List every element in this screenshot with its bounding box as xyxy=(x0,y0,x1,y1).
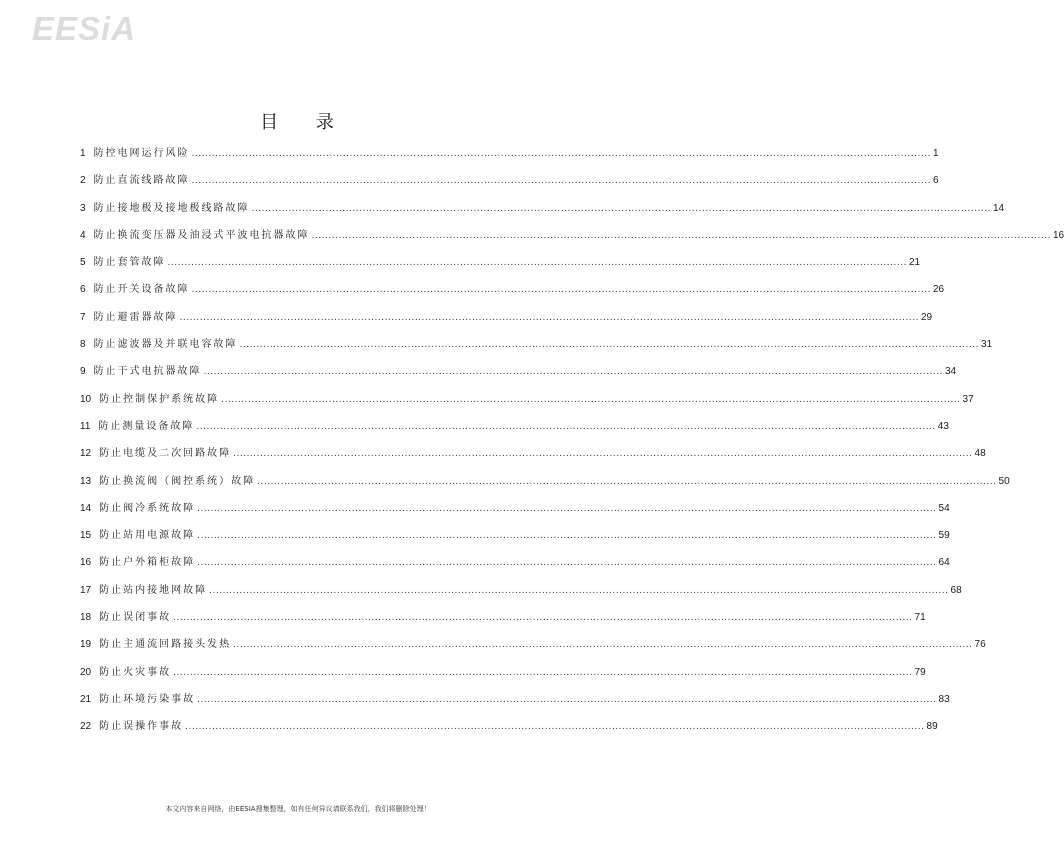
toc-entry-number: 11 xyxy=(80,420,91,432)
toc-leader-dots: ............................................................................................................................................................................................................................ xyxy=(191,176,931,187)
toc-entry-label: 防止火灾事故 xyxy=(99,666,172,678)
toc-leader-dots: ............................................................................................................................................................................................................................ xyxy=(197,558,937,569)
toc-entry-page: 83 xyxy=(938,693,950,705)
toc-entry-number: 4 xyxy=(80,229,86,241)
toc-entry[interactable] xyxy=(80,253,921,280)
toc-entry-number: 14 xyxy=(80,502,92,514)
toc-entry-page: 34 xyxy=(944,366,957,378)
toc-leader-dots: ............................................................................................................................................................................................................................ xyxy=(251,203,991,214)
page-title: 目 录 xyxy=(260,112,350,133)
toc-entry[interactable] xyxy=(80,608,926,635)
toc-entry-page: 79 xyxy=(914,666,926,678)
toc-leader-dots: ............................................................................................................................................................................................................................ xyxy=(239,340,979,351)
toc-entry-page: 26 xyxy=(932,284,945,296)
toc-entry-label: 防止直流线路故障 xyxy=(93,175,190,187)
toc-entry[interactable] xyxy=(80,171,939,198)
toc-entry-number: 18 xyxy=(80,612,92,624)
toc-leader-dots: ............................................................................................................................................................................................................................ xyxy=(203,367,943,378)
toc-entry-label: 防止避雷器故障 xyxy=(93,311,178,323)
toc-leader-dots: ............................................................................................................................................................................................................................ xyxy=(167,258,907,269)
toc-leader-dots: ............................................................................................................................................................................................................................ xyxy=(173,667,913,678)
toc-entry[interactable] xyxy=(80,472,1010,499)
toc-entry-label: 防止滤波器及并联电容故障 xyxy=(93,339,238,351)
toc-entry-label: 防止测量设备故障 xyxy=(98,420,195,432)
toc-entry-label: 防止阀冷系统故障 xyxy=(99,502,196,514)
toc-entry-number: 19 xyxy=(80,639,92,651)
toc-entry-page: 31 xyxy=(980,339,993,351)
toc-entry-label: 防止换流阀（阀控系统）故障 xyxy=(99,475,256,487)
toc-leader-dots: ............................................................................................................................................................................................................................ xyxy=(191,285,931,296)
toc-entry-label: 防止主通流回路接头发热 xyxy=(99,639,232,651)
toc-entry-label: 防控电网运行风险 xyxy=(93,148,190,159)
toc-entry-label: 防止误闭事故 xyxy=(99,612,172,624)
toc-leader-dots: ............................................................................................................................................................................................................................ xyxy=(173,613,913,624)
toc-entry-page: 89 xyxy=(926,721,938,733)
toc-entry[interactable] xyxy=(80,390,974,417)
toc-entry[interactable] xyxy=(80,581,962,608)
toc-entry-label: 防止站用电源故障 xyxy=(99,530,196,542)
toc-leader-dots: ............................................................................................................................................................................................................................ xyxy=(196,421,936,432)
toc-entry-number: 20 xyxy=(80,666,92,678)
toc-entry-page: 21 xyxy=(908,257,921,269)
toc-leader-dots: ............................................................................................................................................................................................................................ xyxy=(221,394,961,405)
toc-entry[interactable] xyxy=(80,362,957,389)
toc-entry-label: 防止环境污染事故 xyxy=(99,693,196,705)
toc-entry-page: 48 xyxy=(974,448,986,460)
toc-entry-number: 5 xyxy=(80,257,86,269)
toc-entry[interactable] xyxy=(80,226,1064,253)
toc-entry[interactable] xyxy=(80,199,1005,226)
toc-entry-number: 10 xyxy=(80,393,92,405)
toc-entry[interactable] xyxy=(80,280,945,307)
toc-entry-page: 68 xyxy=(950,584,962,596)
toc-entry-page: 54 xyxy=(938,502,950,514)
toc-entry-page: 29 xyxy=(920,311,933,323)
toc-entry-number: 6 xyxy=(80,284,86,296)
toc-leader-dots: ............................................................................................................................................................................................................................ xyxy=(197,531,937,542)
toc-entry[interactable] xyxy=(80,690,950,717)
toc-leader-dots: ............................................................................................................................................................................................................................ xyxy=(209,585,949,596)
toc-entry-page: 16 xyxy=(1052,229,1064,241)
toc-entry-page: 6 xyxy=(932,175,939,187)
toc-entry-number: 8 xyxy=(80,339,86,351)
toc-entry-number: 15 xyxy=(80,530,92,542)
footer-note: 本文内容来自网络，由EESIA搜集整理，如有任何异议请联系我们，我们将删除处理！ xyxy=(165,805,431,813)
toc-entry-label: 防止户外箱柜故障 xyxy=(99,557,196,569)
toc-entry-label: 防止站内接地网故障 xyxy=(99,584,208,596)
toc-entry[interactable] xyxy=(80,663,926,690)
toc-entry-number: 21 xyxy=(80,693,92,705)
table-of-contents xyxy=(80,144,1064,745)
toc-entry[interactable] xyxy=(80,717,938,744)
toc-entry-page: 59 xyxy=(938,530,950,542)
toc-entry-number: 7 xyxy=(80,311,86,323)
toc-entry-number: 1 xyxy=(80,148,86,159)
toc-entry-number: 13 xyxy=(80,475,92,487)
toc-leader-dots: ............................................................................................................................................................................................................................ xyxy=(197,503,937,514)
toc-entry-page: 76 xyxy=(974,639,986,651)
toc-entry[interactable] xyxy=(80,526,950,553)
toc-entry-page: 14 xyxy=(992,202,1005,214)
toc-entry-page: 43 xyxy=(937,420,949,432)
toc-entry-label: 防止干式电抗器故障 xyxy=(93,366,202,378)
toc-leader-dots: ............................................................................................................................................................................................................................ xyxy=(191,149,931,159)
toc-entry-number: 17 xyxy=(80,584,92,596)
toc-entry[interactable] xyxy=(80,635,986,662)
toc-entry-page: 37 xyxy=(962,393,974,405)
toc-entry-number: 22 xyxy=(80,721,92,733)
toc-leader-dots: ............................................................................................................................................................................................................................ xyxy=(185,722,925,733)
toc-entry-label: 防止接地极及接地极线路故障 xyxy=(93,202,250,214)
logo: EESiA xyxy=(32,10,137,47)
toc-entry-label: 防止控制保护系统故障 xyxy=(99,393,220,405)
toc-entry-page: 71 xyxy=(914,612,926,624)
toc-entry-page: 64 xyxy=(938,557,950,569)
toc-entry[interactable] xyxy=(80,499,950,526)
toc-leader-dots: ............................................................................................................................................................................................................................ xyxy=(233,640,973,651)
toc-entry[interactable] xyxy=(80,144,939,171)
toc-entry-page: 50 xyxy=(998,475,1010,487)
toc-entry[interactable] xyxy=(80,444,986,471)
toc-entry-label: 防止误操作事故 xyxy=(99,721,184,733)
toc-entry-number: 2 xyxy=(80,175,86,187)
toc-leader-dots: ............................................................................................................................................................................................................................ xyxy=(257,476,997,487)
toc-leader-dots: ............................................................................................................................................................................................................................ xyxy=(311,230,1051,241)
toc-entry[interactable] xyxy=(80,553,950,580)
toc-leader-dots: ............................................................................................................................................................................................................................ xyxy=(179,312,919,323)
toc-entry-number: 3 xyxy=(80,202,86,214)
toc-leader-dots: ............................................................................................................................................................................................................................ xyxy=(197,694,937,705)
toc-entry[interactable] xyxy=(80,335,993,362)
toc-entry-label: 防止套管故障 xyxy=(93,257,166,269)
toc-entry-label: 防止电缆及二次回路故障 xyxy=(99,448,232,460)
toc-entry-number: 9 xyxy=(80,366,86,378)
toc-entry[interactable] xyxy=(80,308,933,335)
toc-entry[interactable] xyxy=(80,417,949,444)
toc-entry-page: 1 xyxy=(932,148,939,159)
toc-entry-number: 16 xyxy=(80,557,92,569)
toc-entry-label: 防止换流变压器及油浸式平波电抗器故障 xyxy=(93,229,310,241)
toc-entry-label: 防止开关设备故障 xyxy=(93,284,190,296)
toc-entry-number: 12 xyxy=(80,448,92,460)
toc-leader-dots: ............................................................................................................................................................................................................................ xyxy=(233,449,973,460)
